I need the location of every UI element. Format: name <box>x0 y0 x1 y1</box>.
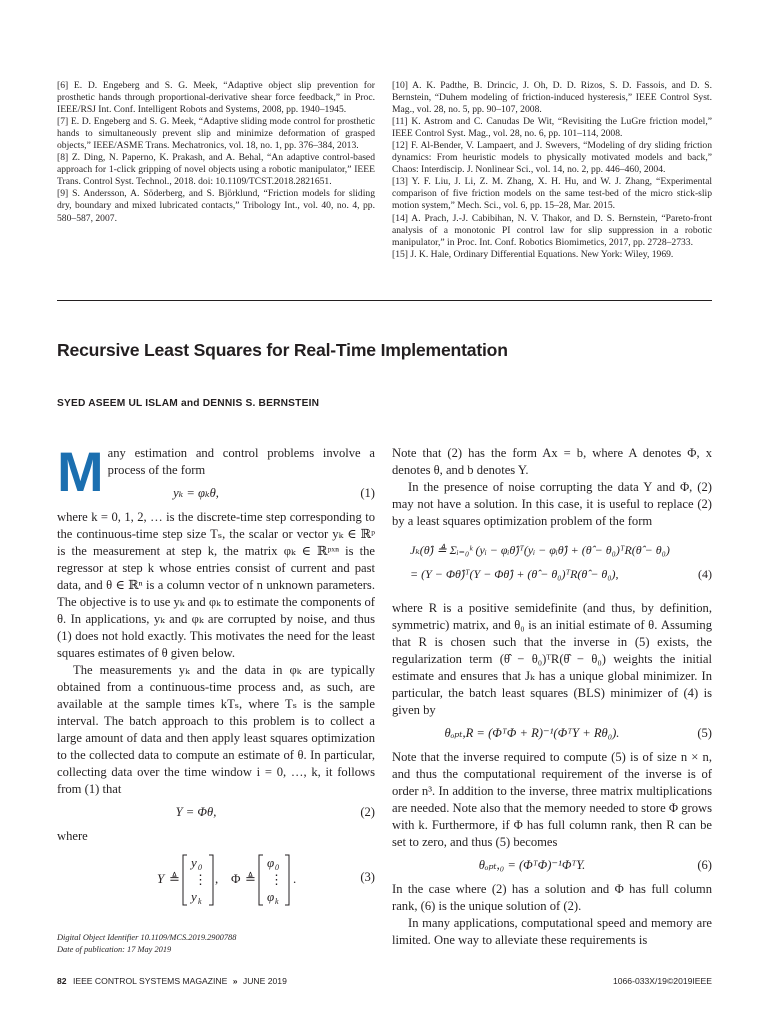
paragraph-noise: In the presence of noise corrupting the data Y and Φ, (2) may not have a solution. In this case, it is useful to replace (2) by a least squares optimization problem of the form <box>392 480 712 528</box>
svg-text:φ: φ <box>267 855 275 870</box>
section-divider <box>57 300 712 301</box>
references-right-column <box>392 80 712 261</box>
article-authors: SYED ASEEM UL ISLAM and DENNIS S. BERNSTEIN <box>57 398 320 409</box>
paragraph-inverse: Note that the inverse required to compute (5) is of size n × n, and thus the computational requirement of the inverse is of order n³. In addition to the inverse, three matrix multiplications are needed. Note also that the memory needed to store Φ grows with k. Furthermore, if Φ has full column rank, then R can be set to zero, and thus (5) becomes <box>392 750 712 849</box>
svg-text:0: 0 <box>198 863 202 872</box>
reference-8: [8] Z. Ding, N. Paperno, K. Prakash, and A. Behal, “An adaptive control-based approach for 1-click gripping of novel objects using a robotic manipulator,” IEEE Trans. Control Syst. Technol., 2018. doi: 10.1109/TCST.2018.2821651. <box>57 152 375 188</box>
reference-12: [12] F. Al-Bender, V. Lampaert, and J. Swevers, “Modeling of dry sliding friction dynamics: From heuristic models to physically motivated models and back,” Chaos: Interdiscip. J. Nonlinear Sci., vol. 14, no. 2, pp. 446–460, 2004. <box>392 140 712 176</box>
drop-cap: M <box>57 440 102 503</box>
paragraph-form-note: Note that (2) has the form Ax = b, where A denotes Φ, x denotes θ, and b denotes Y. <box>392 446 712 477</box>
equation-2-body: Y = Φθ, <box>175 805 217 819</box>
publication-metadata <box>57 932 236 956</box>
paragraph-applications: In many applications, computational speed and memory are limited. One way to alleviate these requirements is <box>392 916 712 947</box>
equation-4-line-2: = (Y − Φθ̂)ᵀ(Y − Φθ̂) + (θ̂ − θ₀)ᵀR(θ̂ − θ₀), <box>410 567 619 581</box>
svg-text:Φ: Φ <box>231 871 241 886</box>
equation-3-number: (3) <box>360 870 375 884</box>
publication-date: Date of publication: 17 May 2019 <box>57 945 172 954</box>
footer-separator-icon: » <box>232 976 238 986</box>
equation-3-matrices <box>153 847 323 911</box>
reference-14: [14] A. Prach, J.-J. Cabibihan, N. V. Thakor, and D. S. Bernstein, “Pareto-front analysis of a monotonic PI control law for slip suppression in a robotic manipulator,” in Proc. Int. Conf. Robotics Biomimetics, 2017, pp. 2728–2733. <box>392 212 712 248</box>
svg-text:φ: φ <box>267 889 275 904</box>
equation-6-number: (6) <box>697 858 712 872</box>
reference-11: [11] K. Astrom and C. Canudas De Wit, “Revisiting the LuGre friction model,” IEEE Control Syst. Mag., vol. 28, no. 6, pp. 101–114, 2008. <box>392 116 712 140</box>
equation-1-body: yₖ = φₖθ, <box>173 486 219 500</box>
equation-1 <box>57 479 375 509</box>
magazine-name: IEEE CONTROL SYSTEMS MAGAZINE <box>72 976 228 986</box>
body-right-column <box>392 445 712 949</box>
svg-text:y: y <box>191 855 197 870</box>
svg-text:,: , <box>215 871 219 886</box>
equation-6 <box>392 851 712 881</box>
equation-4-number: (4) <box>698 567 712 581</box>
reference-6: [6] E. D. Engeberg and S. G. Meek, “Adaptive object slip prevention for prosthetic hands through proportional-derivative shear force feedback,” in Proc. IEEE/RSJ Int. Conf. Intelligent Robots and Systems, 2008, pp. 1940–1945. <box>57 80 375 116</box>
reference-10: [10] A. K. Padthe, B. Drincic, J. Oh, D. D. Rizos, S. D. Fassois, and D. S. Bernstein, “Duhem modeling of friction-induced hysteresis,” IEEE Control Syst. Mag., vol. 28, no. 5, pp. 90–107, 2008. <box>392 80 712 116</box>
paragraph-measurements: The measurements yₖ and the data in φₖ are typically obtained from a continuous-time process and, as such, are available at the sample times kTₛ, where Tₛ is the sample interval. The batch approach to this problem is to collect a large amount of data and then apply least squares optimization to the collected data to compute an estimate of θ. In particular, collecting data over the time window i = 0, …, k, it follows from (1) that <box>57 663 375 796</box>
reference-15: [15] J. K. Hale, Ordinary Differential Equations. New York: Wiley, 1969. <box>392 248 674 260</box>
equation-3 <box>57 845 375 911</box>
where-text: where <box>57 829 88 843</box>
equation-5-body: θₒₚₜ,R = (ΦᵀΦ + R)⁻¹(ΦᵀY + Rθ₀). <box>444 726 620 740</box>
equation-2 <box>57 798 375 828</box>
equation-6-body: θₒₚₜ,₀ = (ΦᵀΦ)⁻¹ΦᵀY. <box>478 858 586 872</box>
body-left-column <box>57 440 375 911</box>
svg-text:≜: ≜ <box>169 871 180 886</box>
svg-text:k: k <box>275 897 279 906</box>
svg-text:k: k <box>198 897 202 906</box>
equation-5-number: (5) <box>697 726 712 740</box>
references-left-column <box>57 80 375 225</box>
equation-5 <box>392 719 712 749</box>
equation-4 <box>392 534 712 594</box>
reference-13: [13] Y. F. Liu, J. Li, Z. M. Zhang, X. H. Hu, and W. J. Zhang, “Experimental comparison of five friction models on the same test-bed of the micro stick-slip motion system,” Mech. Sci., vol. 6, pp. 15–28, Mar. 2015. <box>392 176 712 212</box>
svg-text:≜: ≜ <box>245 871 256 886</box>
reference-7: [7] E. D. Engeberg and S. G. Meek, “Adaptive sliding mode control for prosthetic hands to simultaneously prevent slip and minimize deformation of grasped objects,” IEEE/ASME Trans. Mechatronics, vol. 18, no. 1, pp. 376–384, 2013. <box>57 116 375 152</box>
svg-text:.: . <box>293 871 297 886</box>
reference-9: [9] S. Andersson, A. Söderberg, and S. Björklund, “Friction models for sliding dry, boundary and mixed lubricated contacts,” Tribology Int., vol. 40, no. 4, pp. 580–587, 2007. <box>57 188 375 224</box>
intro-text: any estimation and control problems involve a process of the form <box>107 446 375 477</box>
equation-4-line-1: Jₖ(θ̂) ≜ Σᵢ₌₀ᵏ (yᵢ − φᵢθ̂)ᵀ(yᵢ − φᵢθ̂) + (θ̂ − θ₀)ᵀR(θ̂ − θ₀) <box>410 543 670 557</box>
svg-text:0: 0 <box>275 863 279 872</box>
paragraph-unique-solution: In the case where (2) has a solution and Φ has full column rank, (6) is the unique solution of (2). <box>392 882 712 913</box>
svg-text:Y: Y <box>157 871 165 886</box>
svg-text:⋮: ⋮ <box>270 872 283 887</box>
page-number: 82 <box>57 976 67 986</box>
paragraph-regularization: where R is a positive semidefinite (and thus, by definition, symmetric) matrix, and θ₀ is an initial estimate of θ. Assuming that R is chosen such that the inverse in (5) exists, the regularization term (θ̂ − θ₀)ᵀR(θ̂ − θ₀) weights the initial estimate and ensures that Jₖ has a unique global minimizer. In particular, the batch least squares (BLS) minimizer of (4) is given by <box>392 601 712 717</box>
equation-1-number: (1) <box>360 486 375 500</box>
svg-text:⋮: ⋮ <box>194 872 207 887</box>
equation-2-number: (2) <box>360 805 375 819</box>
issn-copyright: 1066-033X/19©2019IEEE <box>612 976 712 986</box>
article-title: Recursive Least Squares for Real-Time Implementation <box>57 340 508 360</box>
svg-text:y: y <box>191 889 197 904</box>
paragraph-definitions: where k = 0, 1, 2, … is the discrete-time step corresponding to the continuous-time step size Tₛ, the scalar or vector yₖ ∈ ℝᵖ is the measurement at step k, the matrix φₖ ∈ ℝᵖˣⁿ is the regressor at step k whose entries consist of current and past data, and θ ∈ ℝⁿ is a column vector of n unknown parameters. The objective is to use yₖ and φₖ to estimate the components of θ. In applications, yₖ and φₖ are corrupted by noise, and thus (1) does not hold exactly. This motivates the need for the least squares estimates of θ given below. <box>57 510 375 660</box>
page-footer <box>57 976 712 986</box>
issue-date: JUNE 2019 <box>242 976 287 986</box>
doi-text: Digital Object Identifier 10.1109/MCS.2019.2900788 <box>57 933 237 942</box>
